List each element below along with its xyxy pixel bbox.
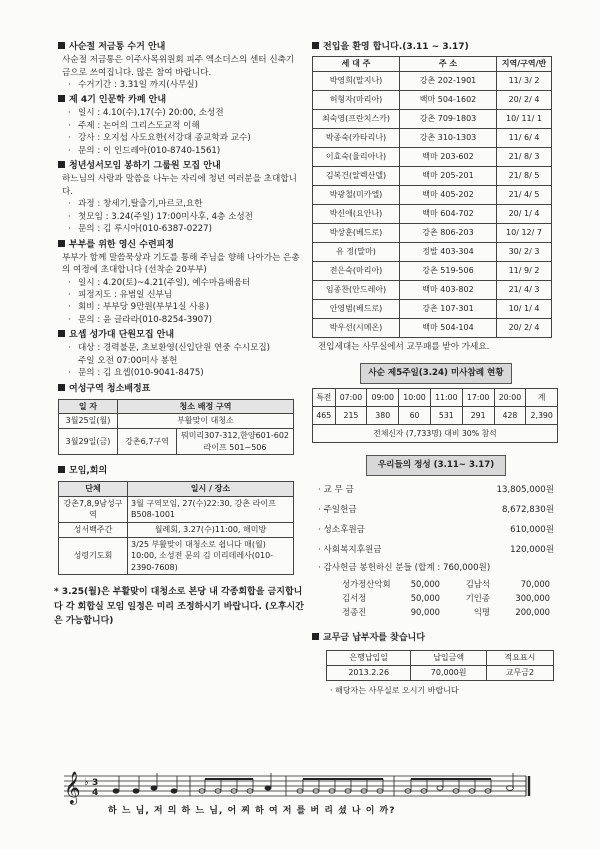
section-youth-bible	[58, 160, 300, 235]
donor-amount: 200,000	[515, 607, 550, 618]
section-tithe	[312, 632, 560, 696]
offering-label: 사회복지후원금	[323, 544, 382, 555]
meetings-table	[58, 481, 294, 575]
table-header: 일시 / 장소	[128, 482, 294, 497]
dot-icon: ·	[68, 224, 71, 235]
table-row	[313, 299, 552, 318]
donor-grid	[342, 578, 560, 620]
table-cell: 10/ 11/ 1	[497, 109, 552, 128]
donor-row	[342, 578, 560, 592]
section-body: 부부가 함께 말씀묵상과 기도를 통해 주님을 향해 나아가는 은총의 여정에 초대합니다 (선착순 20부부)	[62, 252, 300, 276]
section-choir	[58, 329, 300, 379]
section-body: 하느님의 사랑과 말씀을 나누는 자리에 청년 여러분을 초대합니다.	[62, 174, 297, 197]
treble-clef-icon: 𝄞	[64, 771, 81, 804]
table-cell: 박영희(말지나)	[313, 71, 400, 90]
table-row	[313, 71, 552, 90]
table-row	[313, 90, 552, 109]
section-item: 대상 : 경력불문, 초보환영(신입단원 연중 수시모집)	[78, 343, 271, 354]
table-cell: 2013.2.26	[327, 665, 411, 680]
table-cell: 강촌6,7구역	[118, 428, 177, 454]
donor-name: 기인종	[465, 593, 490, 604]
table-header: 17:00	[462, 388, 494, 406]
right-column	[312, 38, 560, 696]
table-cell: 강촌 107-301	[400, 299, 497, 318]
table-row	[313, 261, 552, 280]
section-title: 요셉 성가대 단원모집 안내	[69, 330, 175, 341]
section-item: 주일 오전 07:00미사 봉헌	[78, 355, 178, 366]
dot-icon: ·	[330, 685, 336, 695]
svg-text:3: 3	[92, 778, 99, 788]
table-cell: 뭐미리307-312,한양601-602 라이프 501~506	[177, 428, 294, 454]
donor-amount: 90,000	[410, 607, 440, 618]
table-cell: 백마 604-702	[400, 204, 497, 223]
square-bullet-icon	[58, 240, 65, 247]
table-cell: 21/ 8/ 5	[497, 166, 552, 185]
table-header: 특전	[313, 388, 336, 406]
donor-row	[342, 592, 560, 606]
table-row	[59, 537, 294, 575]
table-row	[59, 414, 294, 429]
table-row	[313, 185, 552, 204]
offering-amount: 120,000원	[510, 544, 554, 555]
table-row	[313, 242, 552, 261]
table-row	[313, 223, 552, 242]
table-cell: 2,390	[526, 406, 558, 424]
dot-icon: ·	[68, 145, 71, 156]
notice-text: * 3.25(월)은 부활맞이 대청소로 본당 내 각종회합을 금지합니다 각 회합실 모임 일정은 미리 조정하시기 바랍니다. (오후시간은 가능합니다)	[54, 587, 304, 627]
table-header: 07:00	[335, 388, 367, 406]
table-header: 09:00	[367, 388, 399, 406]
tithe-note: 해당자는 사무실로 오시기 바랍니다	[335, 685, 459, 695]
table-header-row	[59, 399, 294, 414]
table-row	[313, 128, 552, 147]
table-cell: 강촌7,8,9남성구역	[59, 496, 128, 522]
table-cell: 백마 504-104	[400, 318, 497, 337]
dot-icon: ·	[68, 343, 71, 354]
table-header: 일 자	[59, 399, 118, 414]
dot-icon: ·	[318, 484, 324, 495]
hymn-lyrics: 하 느 님, 저 의 하 느 님, 어 찌 하 여 저 를 버 리 셨 나 이 까?	[108, 806, 396, 816]
donor-name: 김남석	[465, 579, 490, 590]
offering-amount: 8,672,830원	[501, 504, 554, 515]
table-cell: 정발 403-304	[400, 242, 497, 261]
section-title: 부부를 위한 영신 수련피정	[69, 239, 175, 250]
offering-label: 성소후원금	[323, 524, 365, 535]
section-couples-retreat	[58, 239, 300, 327]
dot-icon: ·	[68, 314, 71, 325]
table-cell: 박신애(요안나)	[313, 204, 400, 223]
attendance-table	[312, 388, 558, 444]
table-cell: 11/ 3/ 2	[497, 71, 552, 90]
table-cell: 월례회, 3.27(수)11:00, 해미방	[128, 523, 294, 538]
table-cell: 강촌 310-1303	[400, 128, 497, 147]
offering-row	[318, 480, 554, 500]
table-row	[313, 318, 552, 337]
table-cell: 전은숙(마리아)	[313, 261, 400, 280]
table-cell: 465	[313, 406, 336, 424]
table-row	[313, 109, 552, 128]
section-title: 교무금 납부자를 찾습니다	[323, 633, 425, 644]
offering-banner: 우리들의 정성 (3.11~ 3.17)	[366, 455, 506, 475]
dot-icon: ·	[318, 504, 324, 515]
table-header-row	[313, 388, 558, 406]
table-cell: 백마 504-1602	[400, 90, 497, 109]
table-header: 주 소	[400, 57, 497, 72]
table-cell: 3월 구역모임, 27(수)22:30, 강촌 라이프B508-1001	[128, 496, 294, 522]
section-title: 전입을 환영 합니다.(3.11 ~ 3.17)	[323, 42, 469, 52]
table-row	[59, 428, 294, 454]
svg-text:♭: ♭	[84, 777, 89, 788]
table-header-row	[59, 482, 294, 497]
dot-icon: ·	[68, 199, 71, 210]
table-cell: 21/ 4/ 5	[497, 185, 552, 204]
table-row	[59, 496, 294, 522]
table-cell: 이효숙(율리아나)	[313, 147, 400, 166]
table-row	[313, 425, 558, 443]
table-cell: 20/ 2/ 4	[497, 318, 552, 337]
table-header: 은행납입일	[327, 651, 411, 666]
table-cell: 최숙영(프란치스카)	[313, 109, 400, 128]
section-title: 모임,회의	[69, 466, 108, 477]
section-humanities-cafe	[58, 94, 300, 157]
tithe-table	[326, 650, 554, 680]
table-header: 납입금액	[411, 651, 487, 666]
dot-icon: ·	[68, 211, 71, 222]
section-item: 피정지도 : 유범일 신부님	[78, 289, 173, 300]
table-cell: 박우선(시메온)	[313, 318, 400, 337]
new-members-footer: 전입세대는 사무실에서 교무패를 받아 가세요.	[318, 341, 490, 352]
table-cell: 유 정(말마)	[313, 242, 400, 261]
table-cell: 291	[462, 406, 494, 424]
square-bullet-icon	[58, 42, 65, 49]
offering-amount: 13,805,000원	[496, 484, 554, 495]
table-cell: 박광철(미카엘)	[313, 185, 400, 204]
table-cell: 428	[494, 406, 526, 424]
attendance-footer: 전체신자 (7,733명) 대비 30% 참석	[313, 425, 558, 443]
table-header: 단체	[59, 482, 128, 497]
donor-amount: 50,000	[410, 593, 440, 604]
section-meetings	[58, 465, 300, 575]
cleaning-table	[58, 399, 294, 455]
square-bullet-icon	[312, 42, 319, 49]
section-item: 일시 : 4.20(토)~4.21(주일), 예수마음배움터	[78, 277, 251, 288]
table-cell: 백마 405-202	[400, 185, 497, 204]
section-body: 사순절 저금통은 이주사목위원회 피주 엑소더스의 센터 신축기금으로 쓰여집니다. 많은 참여 바랍니다.	[62, 55, 295, 78]
thanks-label: 감사헌금 봉헌하신 분들 (합계 : 760,000원)	[323, 562, 491, 573]
square-bullet-icon	[58, 330, 65, 337]
section-item: 과정 : 창세기,탈출기,마르코,요한	[78, 199, 203, 210]
offering-row	[318, 540, 554, 560]
table-row	[313, 147, 552, 166]
section-item: 강사 : 오지섭 사도요한(서강대 종교학과 교수)	[78, 133, 251, 144]
offering-row	[318, 520, 554, 540]
table-cell: 강촌 806-203	[400, 223, 497, 242]
table-header: 적요표시	[486, 651, 553, 666]
offering-label: 교 무 금	[323, 484, 354, 495]
table-cell: 60	[399, 406, 431, 424]
table-cell: 11/ 6/ 4	[497, 128, 552, 147]
attendance-banner: 사순 제5주일(3.24) 미사참례 현황	[360, 363, 512, 383]
section-new-members	[312, 41, 560, 353]
table-cell: 강촌 519-506	[400, 261, 497, 280]
table-row	[313, 166, 552, 185]
table-cell: 박종숙(카타리나)	[313, 128, 400, 147]
table-cell: 3월25일(월)	[59, 414, 118, 429]
section-lent-savings	[58, 41, 300, 91]
table-row	[327, 665, 554, 680]
table-cell: 김복건(알렉산델)	[313, 166, 400, 185]
section-title: 청년성서모임 봉하기 그룹원 모집 안내	[69, 161, 221, 172]
donor-name: 김서정	[342, 593, 367, 604]
donor-name: 익명	[473, 607, 490, 618]
svg-text:4: 4	[92, 788, 99, 798]
offering-row	[318, 500, 554, 520]
table-cell: 백마 403-802	[400, 280, 497, 299]
table-cell: 3/25 부활맞이 대청소로 쉽니다 매(월) 10:00, 소성전 문의 김 미리데레사(010-2390-7608)	[128, 537, 294, 575]
dot-icon: ·	[318, 562, 324, 573]
donor-amount: 50,000	[410, 579, 440, 590]
section-cleaning	[58, 383, 300, 455]
dot-icon: ·	[68, 289, 71, 300]
table-cell: 3월29일(금)	[59, 428, 118, 454]
donor-amount: 70,000	[520, 579, 550, 590]
section-title: 여성구역 청소배정표	[69, 383, 151, 394]
table-cell: 10/ 1/ 4	[497, 299, 552, 318]
square-bullet-icon	[58, 466, 65, 473]
section-item: 문의 : 이 인드레아(010-8740-1561)	[78, 145, 221, 156]
table-cell: 임종찬(안드레아)	[313, 280, 400, 299]
donor-amount: 300,000	[515, 593, 550, 604]
section-item: 회비 : 부부당 9만원(부부1실 사용)	[78, 302, 210, 313]
table-cell: 380	[367, 406, 399, 424]
table-cell: 허형자(마리아)	[313, 90, 400, 109]
donor-name: 성가정산악회	[342, 579, 391, 590]
table-header-row	[313, 57, 552, 72]
table-header: 20:00	[494, 388, 526, 406]
section-item: 문의 : 김 루시아(010-6387-0227)	[78, 224, 212, 235]
dot-icon: ·	[68, 302, 71, 313]
table-cell: 부활맞이 대청소	[118, 414, 294, 429]
table-header: 11:00	[430, 388, 462, 406]
dot-icon: ·	[68, 120, 71, 131]
square-bullet-icon	[312, 633, 319, 640]
section-item: 주제 : 논어의 그리스도교적 이해	[78, 120, 200, 131]
table-cell: 30/ 2/ 3	[497, 242, 552, 261]
offering-amount: 610,000원	[510, 524, 554, 535]
table-cell: 215	[335, 406, 367, 424]
table-cell: 강촌 709-1803	[400, 109, 497, 128]
left-column	[54, 38, 304, 629]
dot-icon: ·	[68, 79, 71, 90]
dot-icon: ·	[68, 108, 71, 119]
table-cell: 성령기도회	[59, 537, 128, 575]
table-row	[313, 406, 558, 424]
section-item: 문의 : 윤 글라라(010-8254-3907)	[78, 314, 212, 325]
table-cell: 21/ 8/ 3	[497, 147, 552, 166]
offering-label: 주일헌금	[323, 504, 357, 515]
dot-icon: ·	[318, 524, 324, 535]
table-cell: 백마 205-201	[400, 166, 497, 185]
section-item: 첫모임 : 3.24(주일) 17:00미사후, 4층 소성전	[78, 211, 253, 222]
section-item: 문의 : 김 요셉(010-9041-8475)	[78, 368, 204, 379]
table-header-row	[327, 651, 554, 666]
section-title: 제 4기 인문학 카페 안내	[69, 95, 167, 106]
table-cell: 20/ 1/ 4	[497, 204, 552, 223]
table-cell: 안영범(베드로)	[313, 299, 400, 318]
donor-name: 정종진	[342, 607, 367, 618]
table-cell: 10/ 12/ 7	[497, 223, 552, 242]
table-cell: 70,000원	[411, 665, 487, 680]
table-cell: 21/ 4/ 3	[497, 280, 552, 299]
table-cell: 박상훈(베드로)	[313, 223, 400, 242]
section-item: 수거기간 : 3.31일 까지(사무실)	[78, 79, 198, 90]
square-bullet-icon	[58, 384, 65, 391]
new-members-table	[312, 56, 552, 338]
square-bullet-icon	[58, 95, 65, 102]
table-header: 지역/구역/반	[497, 57, 552, 72]
table-cell: 531	[430, 406, 462, 424]
table-row	[313, 280, 552, 299]
table-header: 10:00	[399, 388, 431, 406]
table-cell: 20/ 2/ 4	[497, 90, 552, 109]
dot-icon: ·	[68, 133, 71, 144]
table-cell: 11/ 9/ 2	[497, 261, 552, 280]
table-header: 청소 배정 구역	[118, 399, 294, 414]
dot-icon: ·	[68, 368, 71, 379]
section-item: 일시 : 4.10(수),17(수) 20:00, 소성전	[78, 108, 224, 119]
dot-icon: ·	[318, 544, 324, 555]
dot-icon: ·	[68, 277, 71, 288]
table-cell: 백마 203-602	[400, 147, 497, 166]
table-header: 계	[526, 388, 558, 406]
offering-list	[312, 480, 560, 620]
table-cell: 성서백주간	[59, 523, 128, 538]
square-bullet-icon	[58, 161, 65, 168]
table-cell: 교무금2	[486, 665, 553, 680]
donor-row	[342, 606, 560, 620]
table-cell: 강촌 202-1901	[400, 71, 497, 90]
table-row	[59, 523, 294, 538]
table-row	[313, 204, 552, 223]
section-title: 사순절 저금통 수거 안내	[69, 42, 166, 52]
table-header: 세 대 주	[313, 57, 400, 72]
